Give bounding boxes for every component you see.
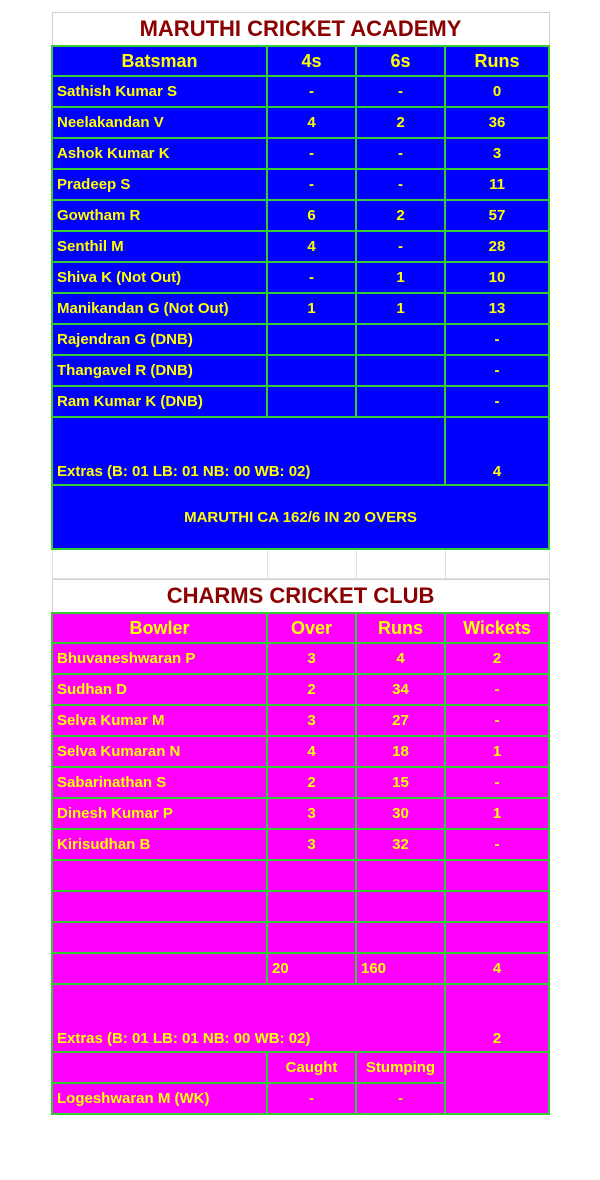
runs-cell: 4 xyxy=(356,643,445,674)
header-wickets: Wickets xyxy=(445,613,549,643)
runs-cell: - xyxy=(445,386,549,417)
wickets-cell: - xyxy=(445,767,549,798)
extras-label: Extras (B: 01 LB: 01 NB: 00 WB: 02) xyxy=(52,417,445,485)
header-overs: Over xyxy=(267,613,356,643)
sixes-cell: - xyxy=(356,138,445,169)
bowler-name: Kirisudhan B xyxy=(52,829,267,860)
sixes-cell: 1 xyxy=(356,293,445,324)
header-runs: Runs xyxy=(445,46,549,76)
batsman-name: Shiva K (Not Out) xyxy=(52,262,267,293)
total-overs: 20 xyxy=(267,953,356,984)
bowling-title-row xyxy=(52,580,549,614)
table-row xyxy=(52,736,549,767)
bowler-name: Selva Kumar M xyxy=(52,705,267,736)
fours-cell: 4 xyxy=(267,231,356,262)
batting-team-title: MARUTHI CRICKET ACADEMY xyxy=(52,13,549,47)
bowling-extras-row xyxy=(52,984,549,1052)
keeper-name: Logeshwaran M (WK) xyxy=(52,1083,267,1114)
table-row xyxy=(52,767,549,798)
batsman-name: Ram Kumar K (DNB) xyxy=(52,386,267,417)
runs-cell: - xyxy=(445,324,549,355)
overs-cell: 4 xyxy=(267,736,356,767)
fours-cell xyxy=(267,324,356,355)
header-stumping: Stumping xyxy=(356,1052,445,1083)
bowler-name: Bhuvaneshwaran P xyxy=(52,643,267,674)
empty-row xyxy=(52,891,549,922)
fours-cell: - xyxy=(267,169,356,200)
table-row xyxy=(52,798,549,829)
bowling-totals-row xyxy=(52,953,549,984)
total-wickets: 4 xyxy=(445,953,549,984)
table-row xyxy=(52,674,549,705)
sixes-cell: 2 xyxy=(356,200,445,231)
runs-cell: 18 xyxy=(356,736,445,767)
bowling-header-row xyxy=(52,613,549,643)
fours-cell: - xyxy=(267,138,356,169)
innings-total-row xyxy=(52,485,549,549)
sixes-cell: 1 xyxy=(356,262,445,293)
bowler-name: Sudhan D xyxy=(52,674,267,705)
runs-cell: 13 xyxy=(445,293,549,324)
table-row xyxy=(52,169,549,200)
innings-total: MARUTHI CA 162/6 IN 20 OVERS xyxy=(52,485,549,549)
fours-cell xyxy=(267,386,356,417)
batsman-name: Manikandan G (Not Out) xyxy=(52,293,267,324)
sixes-cell xyxy=(356,324,445,355)
header-sixes: 6s xyxy=(356,46,445,76)
sixes-cell: 2 xyxy=(356,107,445,138)
scorecard-sheet xyxy=(51,12,548,1115)
empty-row xyxy=(52,860,549,891)
batting-header-row xyxy=(52,46,549,76)
overs-cell: 2 xyxy=(267,767,356,798)
batsman-name: Sathish Kumar S xyxy=(52,76,267,107)
batsman-name: Pradeep S xyxy=(52,169,267,200)
extras-value: 2 xyxy=(445,984,549,1052)
wickets-cell: - xyxy=(445,705,549,736)
bowler-name: Selva Kumaran N xyxy=(52,736,267,767)
batting-title-row xyxy=(52,13,549,47)
runs-cell: 11 xyxy=(445,169,549,200)
runs-cell: - xyxy=(445,355,549,386)
table-row xyxy=(52,200,549,231)
batsman-name: Thangavel R (DNB) xyxy=(52,355,267,386)
table-row xyxy=(52,705,549,736)
fours-cell: 1 xyxy=(267,293,356,324)
table-row xyxy=(52,324,549,355)
stumping-cell: - xyxy=(356,1083,445,1114)
overs-cell: 3 xyxy=(267,705,356,736)
header-runs: Runs xyxy=(356,613,445,643)
table-row xyxy=(52,138,549,169)
runs-cell: 34 xyxy=(356,674,445,705)
table-row xyxy=(52,107,549,138)
header-fours: 4s xyxy=(267,46,356,76)
runs-cell: 0 xyxy=(445,76,549,107)
sixes-cell xyxy=(356,386,445,417)
extras-value: 4 xyxy=(445,417,549,485)
runs-cell: 32 xyxy=(356,829,445,860)
bowler-name: Dinesh Kumar P xyxy=(52,798,267,829)
table-row xyxy=(52,386,549,417)
table-row xyxy=(52,293,549,324)
wickets-cell: 1 xyxy=(445,798,549,829)
wickets-cell: 1 xyxy=(445,736,549,767)
sixes-cell xyxy=(356,355,445,386)
bowling-table xyxy=(51,579,550,1115)
table-row xyxy=(52,76,549,107)
batting-table xyxy=(51,12,550,579)
wickets-cell: - xyxy=(445,674,549,705)
table-row xyxy=(52,355,549,386)
sixes-cell: - xyxy=(356,76,445,107)
fours-cell: - xyxy=(267,262,356,293)
bowler-name: Sabarinathan S xyxy=(52,767,267,798)
header-caught: Caught xyxy=(267,1052,356,1083)
sixes-cell: - xyxy=(356,231,445,262)
runs-cell: 57 xyxy=(445,200,549,231)
runs-cell: 10 xyxy=(445,262,549,293)
batsman-name: Rajendran G (DNB) xyxy=(52,324,267,355)
bowling-team-title: CHARMS CRICKET CLUB xyxy=(52,580,549,614)
runs-cell: 27 xyxy=(356,705,445,736)
extras-label: Extras (B: 01 LB: 01 NB: 00 WB: 02) xyxy=(52,984,445,1052)
batsman-name: Ashok Kumar K xyxy=(52,138,267,169)
caught-cell: - xyxy=(267,1083,356,1114)
batsman-name: Neelakandan V xyxy=(52,107,267,138)
empty-row xyxy=(52,922,549,953)
runs-cell: 15 xyxy=(356,767,445,798)
sixes-cell: - xyxy=(356,169,445,200)
runs-cell: 30 xyxy=(356,798,445,829)
runs-cell: 36 xyxy=(445,107,549,138)
wickets-cell: - xyxy=(445,829,549,860)
overs-cell: 3 xyxy=(267,829,356,860)
table-row xyxy=(52,262,549,293)
runs-cell: 3 xyxy=(445,138,549,169)
overs-cell: 3 xyxy=(267,798,356,829)
batsman-name: Senthil M xyxy=(52,231,267,262)
spacer-row xyxy=(52,549,549,579)
total-runs: 160 xyxy=(356,953,445,984)
fours-cell: 6 xyxy=(267,200,356,231)
batsman-name: Gowtham R xyxy=(52,200,267,231)
runs-cell: 28 xyxy=(445,231,549,262)
fours-cell: - xyxy=(267,76,356,107)
fours-cell xyxy=(267,355,356,386)
table-row xyxy=(52,829,549,860)
overs-cell: 3 xyxy=(267,643,356,674)
header-batsman: Batsman xyxy=(52,46,267,76)
table-row xyxy=(52,231,549,262)
batting-extras-row xyxy=(52,417,549,485)
fielding-header-row xyxy=(52,1052,549,1083)
wickets-cell: 2 xyxy=(445,643,549,674)
overs-cell: 2 xyxy=(267,674,356,705)
fours-cell: 4 xyxy=(267,107,356,138)
table-row xyxy=(52,643,549,674)
header-bowler: Bowler xyxy=(52,613,267,643)
